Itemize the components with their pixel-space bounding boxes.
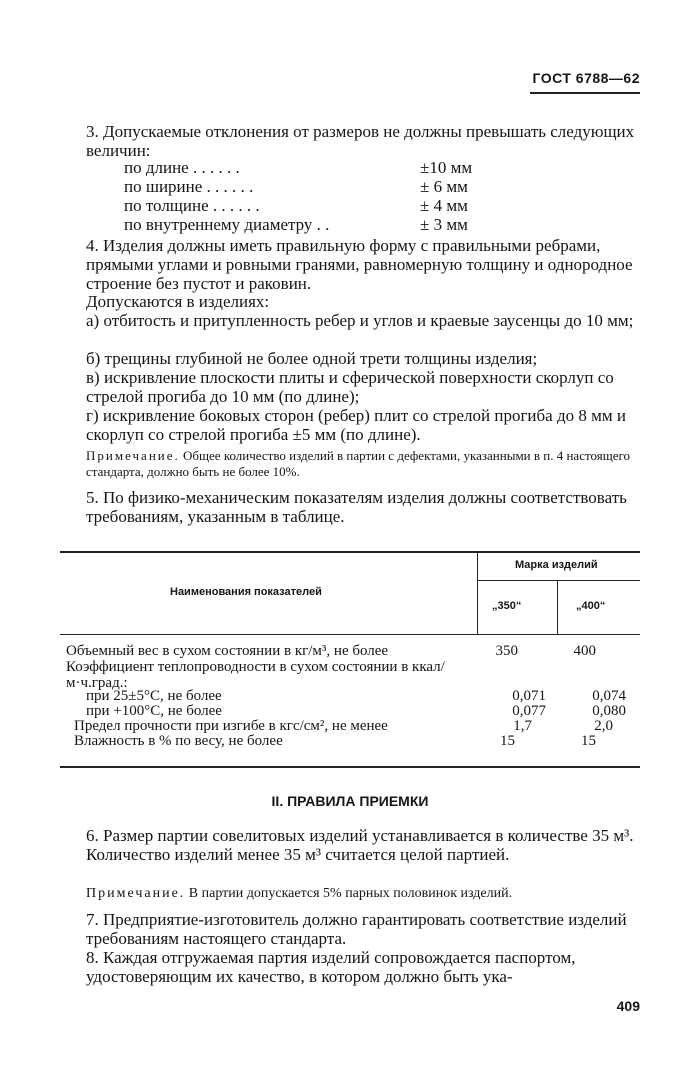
note-text: В партии допускается 5% парных половинок изделий.: [188, 886, 513, 901]
table-header-name: Наименования показателей: [170, 586, 322, 598]
table-row-name: Влажность в % по весу, не более: [74, 733, 283, 749]
paragraph-4-allowed: Допускаются в изделиях:: [86, 292, 270, 311]
tolerance-label: по толщине . . . . . .: [124, 196, 260, 215]
table-cell-350: 0,071: [512, 688, 546, 704]
tolerance-label: по длине . . . . . .: [124, 158, 240, 177]
table-row-name: Коэффициент теплопроводности в сухом состоянии в ккал/м·ч.град.:: [66, 659, 445, 691]
item-c: в) искривление плоскости плиты и сферической поверхности скорлуп со стрелой прогиба до 10 мм (по длине);: [86, 368, 614, 406]
item-b: б) трещины глубиной не более одной трети толщины изделия;: [86, 349, 538, 368]
paragraph-5: 5. По физико-механическим показателям изделия должны соответствовать требованиям, указанным в таблице.: [86, 488, 627, 526]
table-row-name: при +100°С, не более: [86, 703, 222, 719]
table-row-name: при 25±5°С, не более: [86, 688, 222, 704]
section-heading: II. ПРАВИЛА ПРИЕМКИ: [271, 793, 429, 809]
table-sub-rule: [477, 580, 640, 581]
table-head-rule: [60, 634, 640, 635]
page-number: 409: [616, 998, 640, 1014]
tolerance-label: по ширине . . . . . .: [124, 177, 254, 196]
note-halves: [86, 886, 642, 902]
table-cell-400: 0,074: [592, 688, 626, 704]
note-lead: Примечание.: [86, 448, 180, 463]
paragraph-7: 7. Предприятие-изготовитель должно гарантировать соответствие изделий требованиям настоящего стандарта.: [86, 910, 627, 948]
tolerance-row: [124, 177, 500, 196]
paragraph-4: 4. Изделия должны иметь правильную форму с правильными ребрами, прямыми углами и ровными гранями, равномерную толщину и однородное строение без пустот и раковин.: [86, 236, 633, 293]
note-defects: [86, 448, 642, 480]
table-cell-350: 15: [500, 733, 515, 749]
tolerance-value: ±10 мм: [420, 158, 473, 177]
table-cell-350: 1,7: [513, 718, 532, 734]
tolerance-row: [124, 215, 500, 234]
item-a: а) отбитость и притупленность ребер и углов и краевые заусенцы до 10 мм;: [86, 311, 634, 330]
header-rule: [530, 92, 640, 94]
tolerance-label: по внутреннему диаметру . .: [124, 215, 330, 234]
table-header-350: „350“: [492, 600, 522, 612]
table-header-400: „400“: [576, 600, 606, 612]
table-row-name: Объемный вес в сухом состоянии в кг/м³, не более: [66, 643, 389, 659]
table-row-name: Предел прочности при изгибе в кгс/см², не менее: [74, 718, 388, 734]
standard-number: ГОСТ 6788—62: [532, 70, 640, 86]
table-cell-400: 15: [581, 733, 596, 749]
note-text: Общее количество изделий в партии с дефектами, указанными в п. 4 настоящего стандарта, должно быть не более 10%.: [86, 448, 631, 479]
tolerance-value: ± 3 мм: [420, 215, 468, 234]
table-vline-main: [477, 551, 478, 634]
tolerance-row: [124, 158, 500, 177]
table-cell-350: 0,077: [512, 703, 546, 719]
tolerance-value: ± 4 мм: [420, 196, 468, 215]
table-bottom-rule: [60, 766, 640, 768]
table-cell-400: 0,080: [592, 703, 626, 719]
paragraph-6: 6. Размер партии совелитовых изделий устанавливается в количестве 35 м³. Количество изделий менее 35 м³ считается целой партией.: [86, 826, 634, 864]
paragraph-3: 3. Допускаемые отклонения от размеров не должны превышать следующих величин:: [86, 122, 635, 160]
item-d: г) искривление боковых сторон (ребер) плит со стрелой прогиба до 8 мм и скорлуп со стрелой прогиба ±5 мм (по длине).: [86, 406, 626, 444]
table-vline-sub: [557, 580, 558, 634]
tolerance-row: [124, 196, 500, 215]
paragraph-8: 8. Каждая отгружаемая партия изделий сопровождается паспортом, удостоверяющим их качество, в котором должно быть ука-: [86, 948, 576, 986]
table-top-rule: [60, 551, 640, 553]
table-header-group: Марка изделий: [515, 559, 598, 571]
note-lead: Примечание.: [86, 886, 186, 901]
table-cell-400: 2,0: [594, 718, 613, 734]
tolerance-value: ± 6 мм: [420, 177, 468, 196]
table-cell-350: 350: [495, 643, 518, 659]
table-cell-400: 400: [573, 643, 596, 659]
